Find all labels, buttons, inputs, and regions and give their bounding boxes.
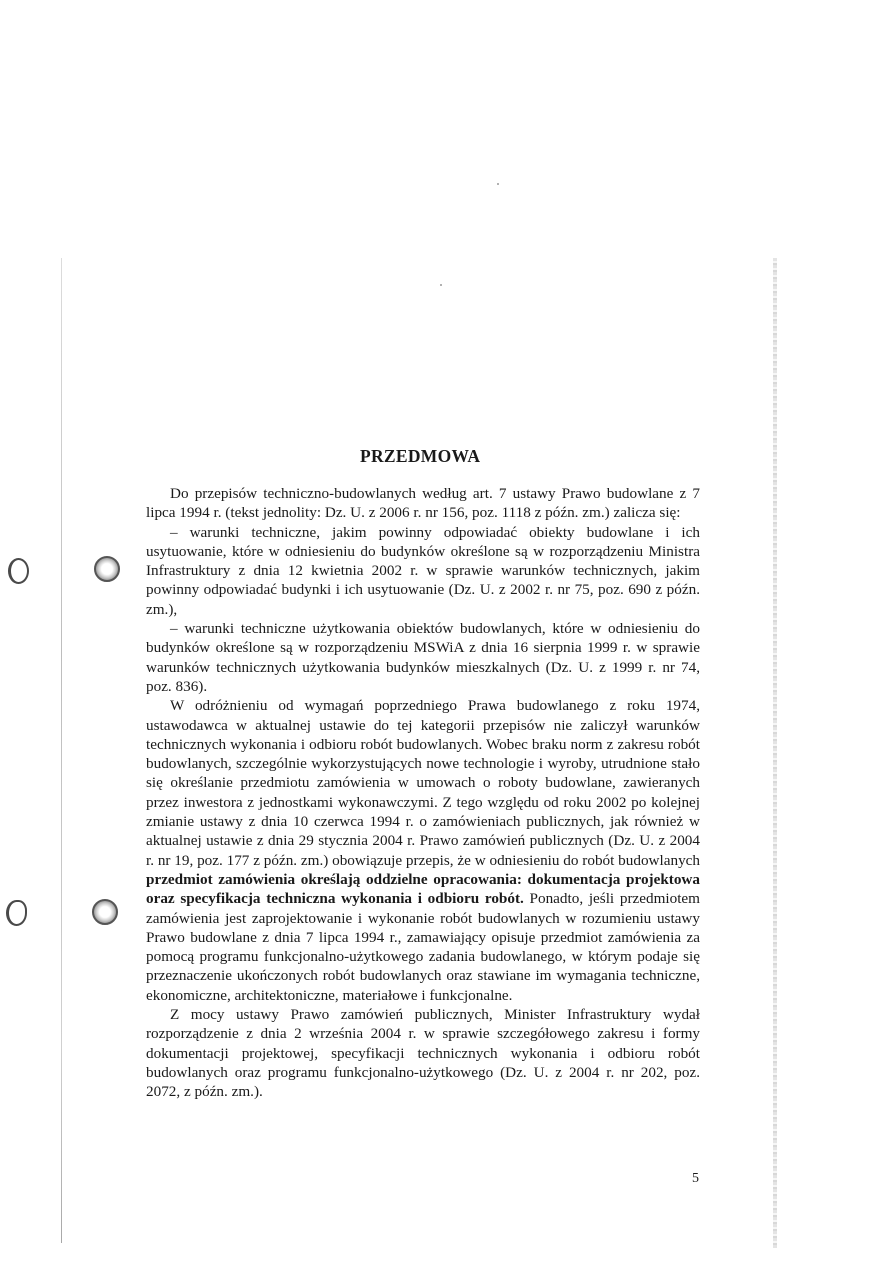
list-item: – warunki techniczne, jakim powinny odpowiadać obiekty budowlane i ich usytuowanie, które w odniesieniu do budynków określone są w rozporządzeniu Ministra Infrastruktury z dnia 12 kwietnia 2002 r. w sprawie warunków technicznych, jakim powinny odpowiadać budynki i ich usytuowanie (Dz. U. z 2002 r. nr 75, poz. 690 z późn. zm.), bbox=[146, 523, 700, 618]
scan-edge-left bbox=[61, 258, 62, 1243]
binder-hole-mark bbox=[6, 900, 27, 926]
paragraph-text: Ponadto, jeśli przedmiotem zamówienia jest zaprojektowanie i wykonanie robót budowlanych w rozumieniu ustawy Prawo budowlane z dnia 7 lipca 1994 r., zamawiający opisuje przedmiot zamówienia za pomocą programu funkcjonalno-użytkowego zadania budowlanego, w którym podaje się przeznaczenie ukończonych robót budowlanych oraz stawiane im wymagania techniczne, ekonomiczne, architektoniczne, materiałowe i funkcjonalne. bbox=[146, 890, 700, 1004]
binder-hole-mark bbox=[8, 558, 29, 584]
page-title: PRZEDMOWA bbox=[360, 446, 481, 466]
scan-speck bbox=[497, 183, 499, 185]
scan-edge-right bbox=[773, 258, 777, 1248]
binder-hole-mark bbox=[92, 899, 118, 925]
list-item: – warunki techniczne użytkowania obiektów budowlanych, które w odniesieniu do budynków określone są w rozporządzeniu MSWiA z dnia 16 sierpnia 1999 r. w sprawie warunków technicznych użytkowania budynków mieszkalnych (Dz. U. z 1999 r. nr 74, poz. 836). bbox=[146, 620, 700, 695]
bold-emphasis: przedmiot zamówienia określają oddzielne opracowania: dokumentacja projektowa oraz specyfikacja techniczna wykonania i odbioru robót. bbox=[146, 870, 700, 908]
scan-speck bbox=[440, 284, 442, 286]
paragraph-context bbox=[146, 696, 700, 1005]
paragraph-text: W odróżnieniu od wymagań poprzedniego Prawa budowlanego z roku 1974, ustawodawca w aktualnej ustawie do tej kategorii przepisów nie zaliczył warunków technicznych wykonania i odbioru robót budowlanych. Wobec braku norm z zakresu robót budowlanych, szczególnie wykorzystujących nowe technologie i wyroby, utrudnione stało się określanie przedmiotu zamówienia w umowach o roboty budowlane, zawieranych przez inwestora z jednostkami wykonawczymi. Z tego względu od roku 2002 po kolejnej zmianie ustawy z dnia 10 czerwca 1994 r. o zamówieniach publicznych, jak również w aktualnej ustawie z dnia 29 stycznia 2004 r. Prawo zamówień publicznych (Dz. U. z 2004 r. nr 19, poz. 177 z późn. zm.) obowiązuje przepis, że w odniesieniu do robót budowlanych bbox=[146, 697, 700, 869]
binder-hole-mark bbox=[94, 556, 120, 582]
paragraph-closing: Z mocy ustawy Prawo zamówień publicznych, Minister Infrastruktury wydał rozporządzenie z dnia 2 września 2004 r. w sprawie szczegółowego zakresu i formy dokumentacji projektowej, specyfikacji technicznych wykonania i odbioru robót budowlanych oraz programu funkcjonalno-użytkowego (Dz. U. z 2004 r. nr 202, poz. 2072, z późn. zm.). bbox=[146, 1006, 700, 1101]
page-number: 5 bbox=[692, 1171, 699, 1186]
document-body bbox=[146, 484, 700, 1102]
paragraph-intro: Do przepisów techniczno-budowlanych według art. 7 ustawy Prawo budowlane z 7 lipca 1994 r. (tekst jednolity: Dz. U. z 2006 r. nr 156, poz. 1118 z późn. zm.) zalicza się: bbox=[146, 485, 700, 522]
